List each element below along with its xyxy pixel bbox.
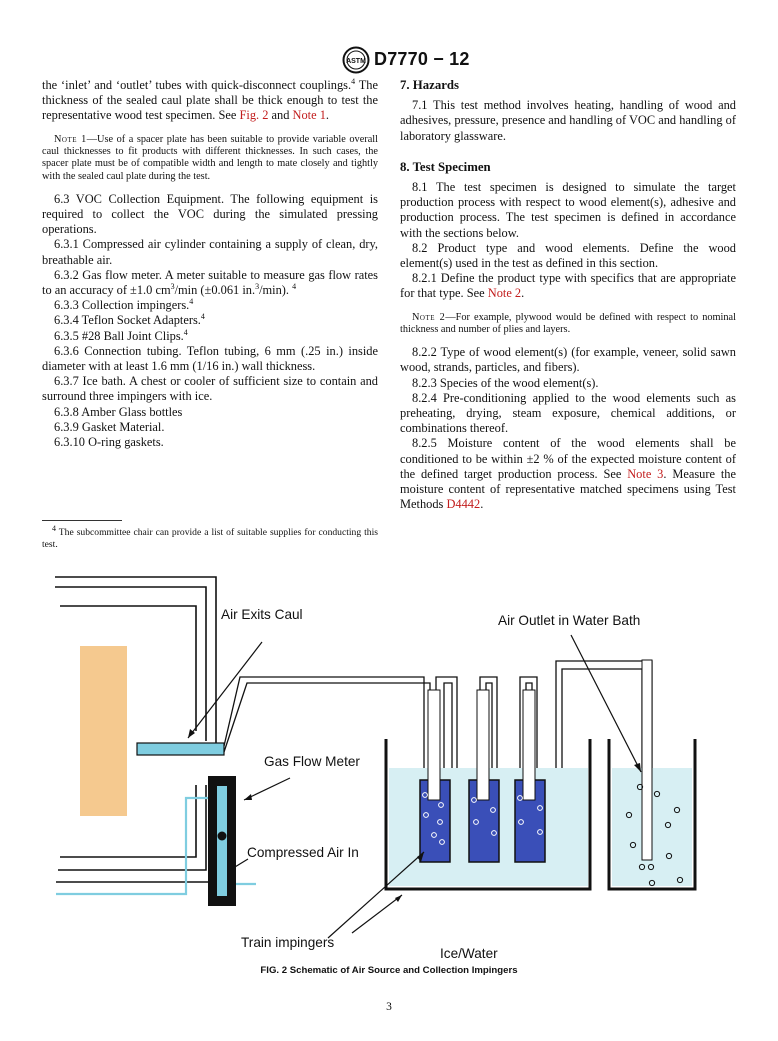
section-6-3-9: 6.3.9 Gasket Material. <box>54 419 165 434</box>
caul-exit-tube <box>137 743 224 755</box>
inlet-air-line <box>56 798 212 894</box>
page-header <box>0 46 778 76</box>
label-compressed-air-in: Compressed Air In <box>247 845 359 860</box>
section-6-3-8: 6.3.8 Amber Glass bottles <box>54 404 183 419</box>
heading-hazards: 7. Hazards <box>400 78 460 92</box>
schematic-diagram <box>0 560 778 960</box>
figure-caption: FIG. 2 Schematic of Air Source and Collection Impingers <box>260 965 518 976</box>
note-2-link[interactable]: Note 2 <box>487 286 522 301</box>
note-1: Note 1—Use of a spacer plate has been suitable to provide variable overall caul thicknesses to fit products with different thicknesses. In such cases, the spacer plate must be of compatible width and length to mate closely and tightly with the sealed caul plate during the test. <box>42 133 378 182</box>
svg-text:ASTM: ASTM <box>346 58 366 65</box>
fig-2-link[interactable]: Fig. 2 <box>239 108 269 123</box>
note-2: Note 2—For example, plywood would be defined with respect to nominal thickness and number of plies and layers. <box>400 311 736 335</box>
standard-designation: D7770 − 12 <box>374 49 470 69</box>
section-6-3-1: 6.3.1 Compressed air cylinder containing a supply of clean, dry, breathable air. <box>42 237 378 267</box>
label-air-outlet: Air Outlet in Water Bath <box>498 613 641 628</box>
label-ice-water: Ice/Water <box>440 946 498 960</box>
section-6-3-2: 6.3.2 Gas flow meter. A meter suitable to measure gas flow rates to an accuracy of ±1.0 $cm^3/\min$ (±0.061 in.$^3$/min). $^4$ <box>42 267 378 298</box>
section-6-3-10: 6.3.10 O-ring gaskets. <box>54 435 164 450</box>
note-1-link[interactable]: Note 1 <box>292 108 326 123</box>
impinger-train <box>420 690 545 862</box>
section-6-3-4: 6.3.4 Teflon Socket Adapters.$^4$ <box>54 312 205 328</box>
heading-test-specimen: 8. Test Specimen <box>400 159 491 174</box>
section-8-1: 8.1 The test specimen is designed to simulate the target production process with respect to wood element(s), adhesive and production process. The test specimen is defined in accordance with the sections below. <box>400 180 736 240</box>
flow-meter-float <box>218 832 227 841</box>
figure-2 <box>0 560 778 960</box>
left-column <box>42 78 378 450</box>
section-8-2: 8.2 Product type and wood elements. Define the wood element(s) used in the test as defined in this section. <box>400 240 736 271</box>
label-train-impingers: Train impingers <box>241 935 335 950</box>
section-8-2-3: 8.2.3 Species of the wood element(s). <box>412 375 599 390</box>
press-frame <box>55 577 216 882</box>
section-8-2-5: 8.2.5 Moisture content of the wood elements shall be conditioned to be within ±2 % of the expected moisture content of the defined target production process. See Note 3. Measure the moisture content of representative matched specimens using Test Methods D4442. <box>400 436 736 512</box>
label-air-exits-caul: Air Exits Caul <box>221 607 303 622</box>
d4442-link[interactable]: D4442 <box>446 497 481 512</box>
footnote-rule <box>42 520 122 521</box>
section-6-3-6: 6.3.6 Connection tubing. Teflon tubing, 6 mm (.25 in.) inside diameter with at least 1.6 mm (1/16 in.) wall thickness. <box>42 343 378 374</box>
section-8-2-4: 8.2.4 Pre-conditioning applied to the wood elements such as preheating, drying, steam exposure, chemical additions, or combinations thereof. <box>400 390 736 436</box>
section-6-3: 6.3 VOC Collection Equipment. The following equipment is required to collect the VOC during the simulated pressing operations. <box>42 191 378 237</box>
paragraph-continuation: the ‘inlet’ and ‘outlet’ tubes with quick-disconnect couplings.$^4$ The thickness of the sealed caul plate shall be thick enough to test the representative wood test specimen. See Fig. 2 and Note 1. <box>42 76 378 123</box>
section-6-3-7: 6.3.7 Ice bath. A chest or cooler of sufficient size to contain and surround three impingers with ice. <box>42 374 378 404</box>
right-column <box>400 78 736 512</box>
label-gas-flow-meter: Gas Flow Meter <box>264 754 360 769</box>
section-6-3-5: 6.3.5 #28 Ball Joint Clips.$^4$ <box>54 327 188 343</box>
section-8-2-1: 8.2.1 Define the product type with specifics that are appropriate for that type. See Note 2. <box>400 271 736 301</box>
page-number: 3 <box>386 1001 392 1013</box>
note-3-link[interactable]: Note 3 <box>627 466 664 481</box>
footnote-4: $^4$ The subcommittee chair can provide a list of suitable supplies for conducting this test. <box>42 523 378 550</box>
wood-specimen <box>80 646 127 816</box>
section-7-1: 7.1 This test method involves heating, handling of wood and adhesives, pressure, presence and handling of VOC and handling of laboratory glassware. <box>400 98 736 143</box>
astm-logo-icon <box>341 46 371 74</box>
section-6-3-3: 6.3.3 Collection impingers.$^4$ <box>54 297 194 313</box>
section-8-2-2: 8.2.2 Type of wood element(s) (for example, veneer, solid sawn wood, strands, particles, and fibers). <box>400 345 736 375</box>
